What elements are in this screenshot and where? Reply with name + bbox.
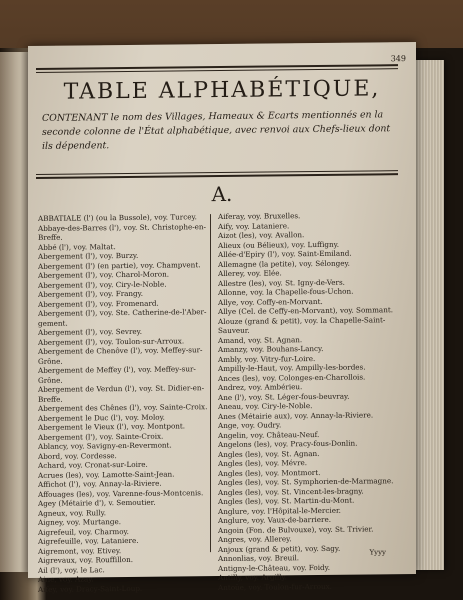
book-page [28,42,416,594]
index-entry: Angres, voy. Allerey. [218,534,292,545]
entries-left-column [38,212,208,594]
index-entry: gement. [38,318,68,328]
index-entry: Allonne, voy. la Chapelle-fous-Uchon. [218,286,354,298]
index-entry: Andrez, voy. Ambérieu. [218,382,303,393]
index-entry: Amanzy, voy. Bouhans-Lancy. [218,343,324,355]
index-entry: Amand, voy. St. Agnan. [218,334,303,345]
index-entry: Aigremont, voy. Etivey. [38,545,122,556]
index-entry: Angles (les), voy. St. Symphorien-de-Marmagne. [218,476,394,488]
index-entry: Angelin, voy. Château-Neuf. [218,429,320,440]
index-entry: Affichot (l'), voy. Annay-la-Riviere. [38,478,162,489]
index-entry: Abergement des Chênes (l'), voy. Sainte-Croix. [38,402,208,413]
index-entry: Allemagne (la petite), voy. Sélongey. [218,258,350,269]
index-entry: Abergement (l'), voy. Burzy. [38,250,139,261]
index-entry: Aneau, voy. Ciry-le-Noble. [218,401,313,412]
index-entry: Aizot (les), voy. Avallon. [218,230,305,241]
index-entry: Antigny-le-Château, voy. Foidy. [218,562,331,573]
index-entry: Abergement (l'), voy. Sevrey. [38,326,143,337]
index-entry: Angelons (les), voy. Pracy-fous-Donlin. [218,438,358,450]
index-entry: Allye, voy. Coffy-en-Morvant. [218,296,323,307]
index-entry: Grône. [38,375,63,385]
index-entry: Agey (Métairie d'), v. Semoutier. [38,497,156,508]
page-number: 349 [390,54,406,64]
index-entry: Abergement de Verdun (l'), voy. St. Didier-en- [38,383,204,394]
index-entry: ABBATIALE (l') (ou la Bussole), voy. Turcey. [38,212,197,223]
index-entry: Antoüe, voy. Toulon-fur-Arroux. [218,581,332,592]
index-entry: Annonlias, voy. Breuil. [218,553,300,564]
index-entry: Abergement (l'), voy. Toulon-sur-Arroux. [38,335,185,347]
index-entry: Angles (les), voy. St. Vincent-les-bragny. [218,486,364,497]
index-entry: Anglure, voy. l'Hôpital-le-Mercier. [218,505,341,516]
index-entry: Breffe. [38,232,63,242]
index-entry: Angles (les), voy. St. Martin-du-Mont. [218,495,355,507]
index-entry: Aifey, voy. Dracy-Saint-Loup. [38,583,143,594]
index-entry: Ail (l'), voy. le Lac. [38,564,105,575]
index-entry: Abergement (l'), voy. Charol-Moron. [38,269,169,280]
index-entry: Abergement le Vieux (l'), voy. Montpont. [38,421,186,432]
index-entry: Grône. [38,356,63,366]
index-entry: Achard, voy. Cronat-sur-Loire. [38,459,148,470]
index-entry: Abergement (l'), voy. Fromenard. [38,298,159,309]
index-entry: Angoin (Fon. de Bulvouxe), voy. St. Trivier. [218,523,374,535]
page-subtitle: CONTENANT le nom des Villages, Hameaux & Ecarts mentionnés en la seconde colonne de l'État alphabétique, avec renvoi aux Chefs-lieux dont ils dépendent. [42,109,391,152]
index-entry: Sauveur. [218,325,250,336]
index-entry: Allée-d'Epiry (l'), voy. Saint-Emiland. [218,248,352,260]
section-letter: A. [211,181,233,207]
index-entry: Angles (les), voy. Mévre. [218,458,308,469]
column-divider [210,214,211,552]
index-entry: Abergement de Chenôve (l'), voy. Meffey-sur- [38,345,203,356]
index-entry: Affouages (les), voy. Varenne-fous-Montcenis. [38,487,204,499]
index-entry: Agneux, voy. Rully. [38,507,107,518]
index-entry: Angles (les), voy. St. Agnan. [218,448,320,459]
index-entry: Abergement (l'), voy. Frangy. [38,288,144,299]
index-entry: Anes (Métairie aux), voy. Annay-la-Riviere. [218,409,374,421]
index-entry: Abergement (l') (en partie), voy. Champvent. [38,259,201,271]
index-entry: Abbé (l'), voy. Maltat. [38,241,116,252]
page-title: TABLE ALPHABÉTIQUE, [63,76,381,105]
index-entry: Abergement de Meffey (l'), voy. Meffey-sur- [38,364,196,375]
index-entry: Acrues (les), voy. Lamotte-Saint-Jean. [38,468,175,480]
index-entry: Abergement (l'), voy. Sainte-Croix. [38,431,164,442]
index-entry: Ampilly-le-Haut, voy. Ampilly-les-bordes. [218,362,366,374]
index-entry: Abergement (l'), voy. Ste. Catherine-de-l'Aber- [38,307,207,318]
index-entry: Ane (l'), voy. St. Léger-fous-beuvray. [218,391,350,402]
index-entry: Alieux (ou Bélieux), voy. Luffigny. [218,239,339,250]
index-entry: Abord, voy. Cordesse. [38,450,117,461]
entries-right-column [218,210,398,592]
index-entry: Aigrefeuil, voy. Charmoy. [38,526,129,537]
index-entry: Abergement (l'), voy. Ciry-le-Noble. [38,279,167,290]
index-entry: Abbaye-des-Barres (l'), voy. St. Christophe-en- [38,221,206,233]
index-entry: Antilly, voy. Argilly. [218,572,287,583]
index-entry: Aigrevaux, voy. Rouffillon. [38,554,134,565]
page-stack-edge [414,60,444,570]
index-entry: Allestre (les), voy. St. Igny-de-Vers. [218,277,345,288]
index-entry: Ablancy, voy. Savigny-en-Revermont. [38,440,172,451]
index-entry: Anglure, voy. Vaux-de-barriere. [218,514,332,526]
index-entry: Ange, voy. Oudry. [218,420,282,431]
index-entry: Breffe. [38,394,63,404]
index-entry: Aiferay, voy. Bruxelles. [218,211,301,222]
catchword: Yyyy [369,548,386,557]
index-entry: Allerey, voy. Elée. [218,268,282,279]
index-entry: Ambly, voy. Vitry-fur-Loire. [218,353,316,364]
index-entry: Aify, voy. Lataniere. [218,220,290,231]
index-entry: Aigrefeuille, voy. Lataniere. [38,535,139,546]
index-entry: Aigney, voy. Murtange. [38,517,122,527]
index-entry: Angles (les), voy. Montmort. [218,467,321,478]
index-entry: Aine, voy. Azay. [38,574,94,584]
index-entry: Anjoux (grand & petit), voy. Sagy. [218,543,341,554]
index-entry: Alouze (grand & petit), voy. la Chapelle-Saint- [218,314,386,326]
index-entry: Allye (Cel. de Ceffy-en-Morvant), voy. Sommant. [218,305,394,317]
index-entry: Abergement le Duc (l'), voy. Moloy. [38,412,165,423]
index-entry: Ances (les), voy. Colonges-en-Charollois. [218,371,366,383]
